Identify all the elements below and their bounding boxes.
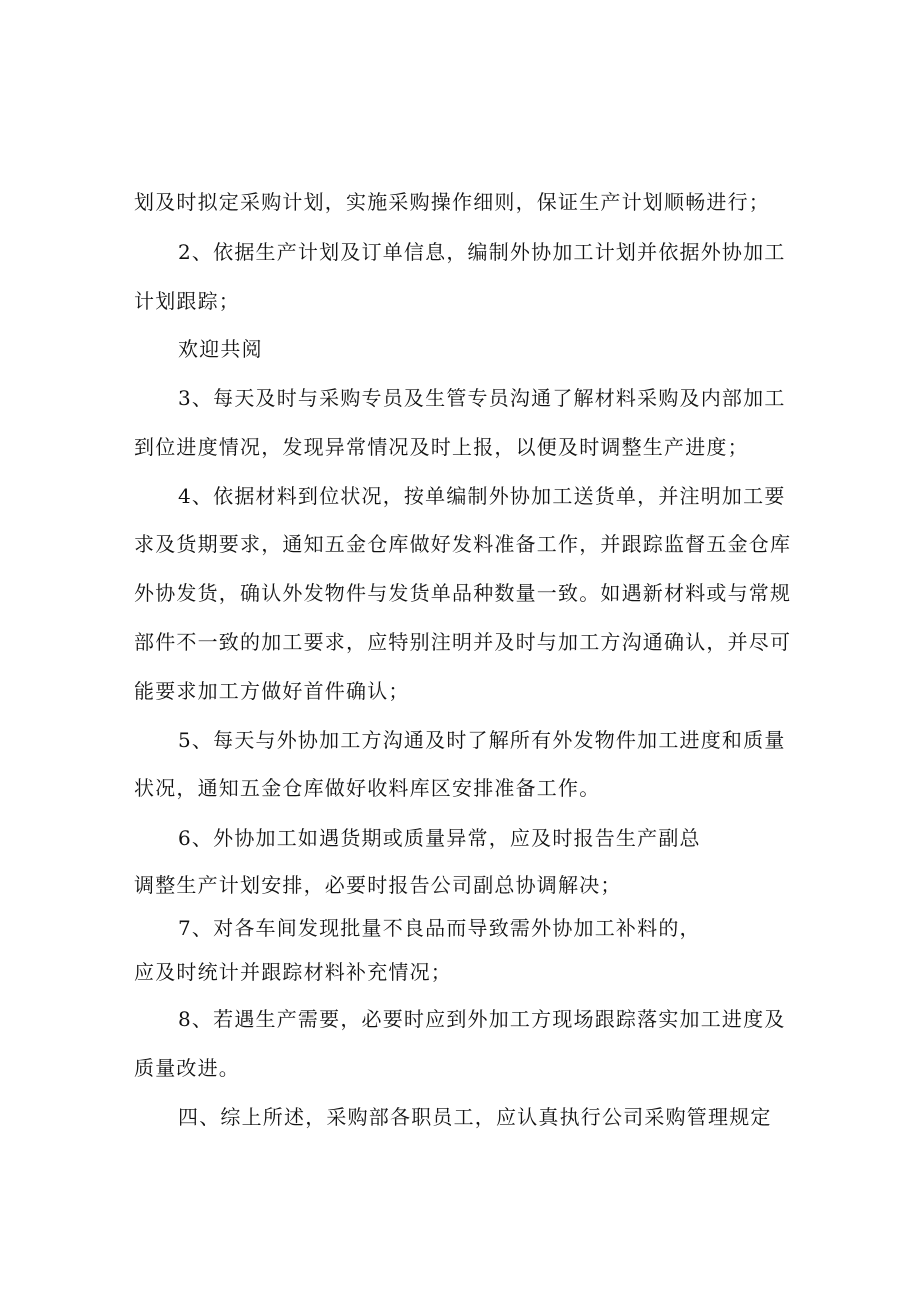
text-line: 5、每天与外协加工方沟通及时了解所有外发物件加工进度和质量 xyxy=(178,728,786,752)
text-line: 7、对各车间发现批量不良品而导致需外协加工补料的， xyxy=(178,916,701,940)
text-line: 部件不一致的加工要求，应特别注明并及时与加工方沟通确认，并尽可 xyxy=(134,630,792,654)
text-line: 求及货期要求，通知五金仓库做好发料准备工作，并跟踪监督五金仓库 xyxy=(134,532,792,556)
text-line: 欢迎共阅 xyxy=(178,337,263,361)
text-line: 质量改进。 xyxy=(134,1056,240,1080)
text-line: 调整生产计划安排，必要时报告公司副总协调解决； xyxy=(134,873,622,897)
text-line: 到位进度情况，发现异常情况及时上报，以便及时调整生产进度； xyxy=(134,435,749,459)
text-line: 外协发货，确认外发物件与发货单品种数量一致。如遇新材料或与常规 xyxy=(134,581,792,605)
text-line: 能要求加工方做好首件确认； xyxy=(134,679,410,703)
text-line: 6、外协加工如遇货期或质量异常，应及时报告生产副总 xyxy=(178,826,701,850)
text-line: 应及时统计并跟踪材料补充情况； xyxy=(134,960,452,984)
text-line: 计划跟踪； xyxy=(134,289,240,313)
text-line: 状况，通知五金仓库做好收料库区安排准备工作。 xyxy=(134,776,601,800)
text-line: 3、每天及时与采购专员及生管专员沟通了解材料采购及内部加工 xyxy=(178,386,786,410)
text-line: 8、若遇生产需要，必要时应到外加工方现场跟踪落实加工进度及 xyxy=(178,1007,786,1031)
text-line: 2、依据生产计划及订单信息，编制外协加工计划并依据外协加工 xyxy=(178,240,786,264)
text-line: 4、依据材料到位状况，按单编制外协加工送货单，并注明加工要 xyxy=(178,484,786,508)
text-line: 四、综上所述，采购部各职员工，应认真执行公司采购管理规定 xyxy=(178,1105,772,1129)
text-line: 划及时拟定采购计划，实施采购操作细则，保证生产计划顺畅进行； xyxy=(134,190,770,214)
